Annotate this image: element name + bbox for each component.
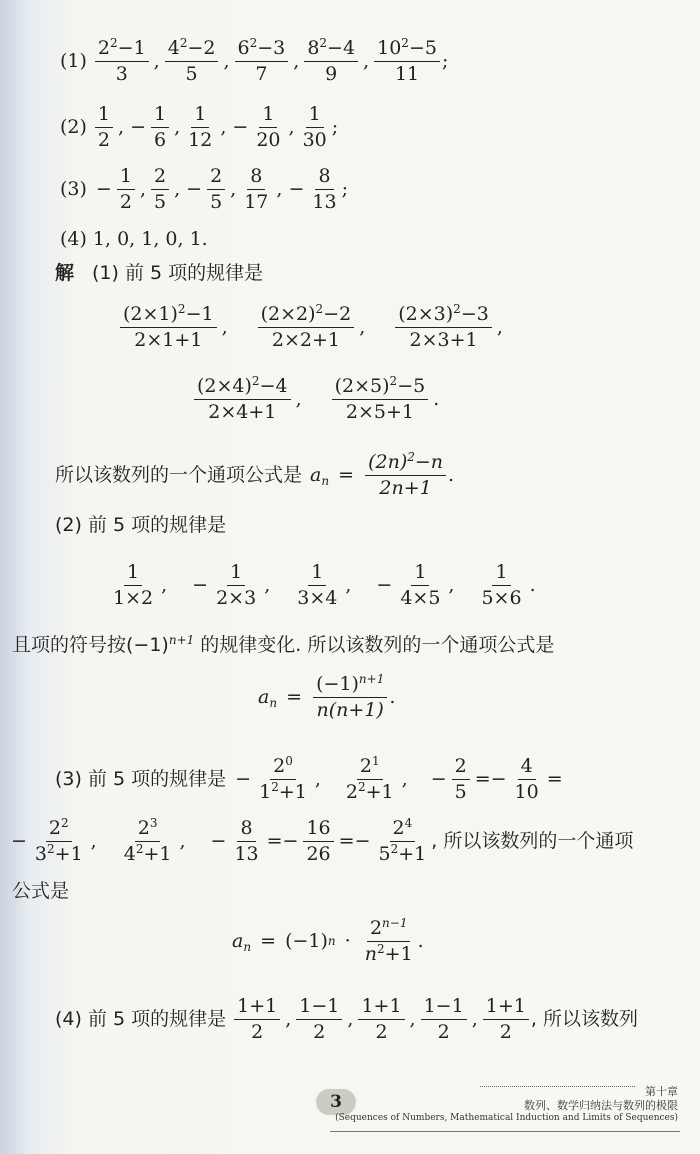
fraction: $\frac{1}{2\times 3}$ <box>216 561 257 609</box>
footer-rule <box>330 1131 680 1132</box>
problem-2-row: (2) $\frac{1}{2}$ , − $\frac{1}{6}$ , $\frac{1}{12}$ , − $\frac{1}{20}$ , $\frac{1}{30}$ ; <box>60 103 339 151</box>
problem-4-sequence: 1, 0, 1, 0, 1. <box>92 228 208 250</box>
fraction: $\frac{(2n)^2-n}{2n+1}$ <box>365 452 446 499</box>
fraction: $\frac{(2\times 2)^2-2}{2\times 2+1}$ <box>258 304 355 351</box>
fraction: $\frac{(2\times 3)^2-3}{2\times 3+1}$ <box>395 304 492 351</box>
fraction: $\frac{16}{26}$ <box>303 818 333 865</box>
problem-4-label: (4) <box>60 228 87 250</box>
fraction: $\frac{2^0}{1^2+1}$ <box>259 754 307 803</box>
fraction: $\frac{1+1}{2}$ <box>234 996 280 1043</box>
fraction: $\frac{2^3}{4^2+1}$ <box>123 816 172 865</box>
fraction: $\frac{2^2-1}{3}$ <box>95 38 149 85</box>
fraction: $\frac{1}{12}$ <box>188 103 213 151</box>
fraction: $\frac{1}{2}$ <box>95 104 113 151</box>
problem-2-label: (2) <box>60 115 87 138</box>
problem-3-label: (3) <box>60 177 87 200</box>
fraction: $\frac{8}{17}$ <box>244 165 269 213</box>
fraction: $\frac{1-1}{2}$ <box>296 996 342 1043</box>
solution-3-formula: $a_n$ = (−1) n · $\frac{2^{n-1}}{n^2+1}$ . <box>232 916 424 965</box>
fraction: $\frac{1}{6}$ <box>151 104 169 151</box>
chapter-number: 第十章 <box>645 1085 678 1098</box>
fraction: $\frac{2^4}{5^2+1}$ <box>378 816 427 865</box>
fraction: $\frac{8}{13}$ <box>312 165 337 213</box>
solution-3-line-1: (3) 前 5 项的规律是 − $\frac{2^0}{1^2+1}$ , $\frac{2^1}{2^2+1}$ , − $\frac{2}{5}$ =− $\frac{4}{10}$ = <box>55 754 563 803</box>
fraction: $\frac{1+1}{2}$ <box>358 996 404 1043</box>
solution-3-line-3: 公式是 <box>12 880 70 902</box>
fraction: $\frac{1}{2}$ <box>117 166 135 213</box>
fraction: $\frac{10^2-5}{11}$ <box>374 38 440 85</box>
solution-2-heading: (2) 前 5 项的规律是 <box>55 514 227 536</box>
fraction: $\frac{4}{10}$ <box>514 755 539 803</box>
solution-1-formula: 所以该数列的一个通项公式是 $a_n$ = $\frac{(2n)^2-n}{2n+1}$ . <box>55 450 455 499</box>
solution-3-line-2: − $\frac{2^2}{3^2+1}$ , $\frac{2^3}{4^2+1}$ , − $\frac{8}{13}$ =− $\frac{16}{26}$ =− $\frac{2^4}{5^2+1}$ , 所以该数列的一个通项 <box>11 816 634 865</box>
solution-4-line: (4) 前 5 项的规律是 $\frac{1+1}{2}$ , $\frac{1-1}{2}$ , $\frac{1+1}{2}$ , $\frac{1-1}{2}$ , $\frac{1+1}{2}$ , 所以该数列 <box>55 995 638 1043</box>
page-number: 3 <box>316 1089 356 1115</box>
fraction: $\frac{6^2-3}{7}$ <box>235 38 289 85</box>
fraction: $\frac{2}{5}$ <box>151 166 169 213</box>
solution-2-terms: $\frac{1}{1\times 2}$ , − $\frac{1}{2\times 3}$ , $\frac{1}{3\times 4}$ , − $\frac{1}{4\times 5}$ , $\frac{1}{5\times 6}$ . <box>108 562 539 609</box>
fraction: $\frac{2^{n-1}}{n^2+1}$ <box>364 916 413 965</box>
fraction: $\frac{1}{20}$ <box>256 103 281 151</box>
fraction: $\frac{1}{1\times 2}$ <box>113 561 154 609</box>
fraction: $\frac{2^1}{2^2+1}$ <box>345 754 394 803</box>
fraction: $\frac{(-1)^{n+1}}{n(n+1)}$ <box>313 674 387 721</box>
fraction: $\frac{1}{30}$ <box>302 103 327 151</box>
solution-1-terms-row-b: $\frac{(2\times 4)^2-4}{2\times 4+1}$ , $\frac{(2\times 5)^2-5}{2\times 5+1}$ . <box>192 376 442 423</box>
fraction: $\frac{1}{3\times 4}$ <box>297 561 338 609</box>
solution-2-formula: $a_n$ = $\frac{(-1)^{n+1}}{n(n+1)}$ . <box>258 672 396 721</box>
problem-3-row: (3) − $\frac{1}{2}$ , $\frac{2}{5}$ , − $\frac{2}{5}$ , $\frac{8}{17}$ , − $\frac{8}{13}$ ; <box>60 165 348 213</box>
fraction: $\frac{4^2-2}{5}$ <box>165 38 219 85</box>
solution-1-terms-row-a: $\frac{(2\times 1)^2-1}{2\times 1+1}$ , $\frac{(2\times 2)^2-2}{2\times 2+1}$ , $\frac{(2\times 3)^2-3}{2\times 3+1}$ , <box>118 304 506 351</box>
fraction: $\frac{2^2}{3^2+1}$ <box>34 816 83 865</box>
fraction: $\frac{1+1}{2}$ <box>483 996 529 1043</box>
chapter-title: 数列、数学归纳法与数列的极限 <box>524 1098 678 1112</box>
solution-1-heading: 解 (1) 前 5 项的规律是 <box>55 262 264 284</box>
fraction: $\frac{1}{4\times 5}$ <box>400 561 441 609</box>
fraction: $\frac{(2\times 4)^2-4}{2\times 4+1}$ <box>194 376 291 423</box>
fraction: $\frac{(2\times 5)^2-5}{2\times 5+1}$ <box>332 376 429 423</box>
fraction: $\frac{(2\times 1)^2-1}{2\times 1+1}$ <box>120 304 217 351</box>
fraction: $\frac{8^2-4}{9}$ <box>304 38 358 85</box>
problem-1-row: (1) $\frac{2^2-1}{3}$ , $\frac{4^2-2}{5}$ , $\frac{6^2-3}{7}$ , $\frac{8^2-4}{9}$ , $\frac{10^2-5}{11}$ ; <box>60 36 449 85</box>
solution-label: 解 <box>55 262 75 284</box>
fraction: $\frac{2}{5}$ <box>452 756 470 803</box>
fraction: $\frac{1-1}{2}$ <box>421 996 467 1043</box>
fraction: $\frac{8}{13}$ <box>234 817 259 865</box>
chapter-title-english: (Sequences of Numbers, Mathematical Induction and Limits of Sequences) <box>335 1112 678 1123</box>
fraction: $\frac{2}{5}$ <box>207 166 225 213</box>
problem-4-row <box>60 230 208 249</box>
solution-2-sign-text: 且项的符号按$(-1)^{n+1}$ 的规律变化. 所以该数列的一个通项公式是 <box>12 633 555 656</box>
chapter-footer <box>335 1085 678 1124</box>
problem-1-label: (1) <box>60 49 87 72</box>
fraction: $\frac{1}{5\times 6}$ <box>481 561 522 609</box>
